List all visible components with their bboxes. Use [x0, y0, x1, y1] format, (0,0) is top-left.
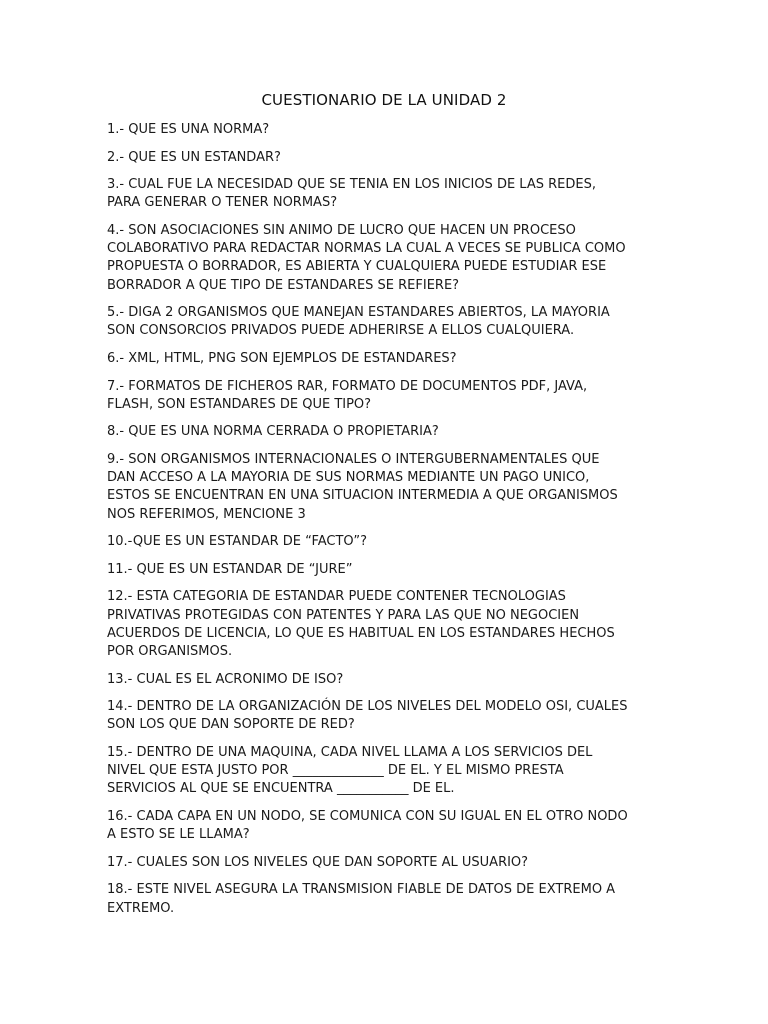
question-item: 15.- DENTRO DE UNA MAQUINA, CADA NIVEL LLAMA A LOS SERVICIOS DEL NIVEL QUE ESTA JUSTO POR ______________ DE EL. Y EL MISMO PRESTA SERVICIOS AL QUE SE ENCUENTRA ___________ DE EL. — [107, 744, 593, 797]
question-item: 2.- QUE ES UN ESTANDAR? — [107, 149, 281, 165]
question-item: 4.- SON ASOCIACIONES SIN ANIMO DE LUCRO QUE HACEN UN PROCESO COLABORATIVO PARA REDACTAR NORMAS LA CUAL A VECES SE PUBLICA COMO PROPUESTA O BORRADOR, ES ABIERTA Y CUALQUIERA PUEDE ESTUDIAR ESE BORRADOR A QUE TIPO DE ESTANDARES SE REFIERE? — [107, 222, 626, 293]
question-item: 18.- ESTE NIVEL ASEGURA LA TRANSMISION FIABLE DE DATOS DE EXTREMO A EXTREMO. — [107, 882, 616, 916]
question-item: 7.- FORMATOS DE FICHEROS RAR, FORMATO DE DOCUMENTOS PDF, JAVA, FLASH, SON ESTANDARES DE QUE TIPO? — [107, 378, 588, 412]
question-item: 16.- CADA CAPA EN UN NODO, SE COMUNICA CON SU IGUAL EN EL OTRO NODO A ESTO SE LE LLAMA? — [107, 808, 628, 843]
question-item: 9.- SON ORGANISMOS INTERNACIONALES O INTERGUBERNAMENTALES QUE DAN ACCESO A LA MAYORIA DE SUS NORMAS MEDIANTE UN PAGO UNICO, ESTOS SE ENCUENTRAN EN UNA SITUACION INTERMEDIA A QUE ORGANISMOS NOS REFERIMOS, MENCIONE 3 — [107, 451, 618, 522]
question-item: 6.- XML, HTML, PNG SON EJEMPLOS DE ESTANDARES? — [107, 350, 457, 366]
question-item: 8.- QUE ES UNA NORMA CERRADA O PROPIETARIA? — [107, 424, 439, 440]
question-item: 5.- DIGA 2 ORGANISMOS QUE MANEJAN ESTANDARES ABIERTOS, LA MAYORIA SON CONSORCIOS PRIVADOS PUEDE ADHERIRSE A ELLOS CUALQUIERA. — [107, 305, 610, 339]
question-list — [107, 121, 667, 927]
page-title: CUESTIONARIO DE LA UNIDAD 2 — [261, 91, 507, 109]
question-item: 13.- CUAL ES EL ACRONIMO DE ISO? — [107, 671, 344, 687]
question-item: 12.- ESTA CATEGORIA DE ESTANDAR PUEDE CONTENER TECNOLOGIAS PRIVATIVAS PROTEGIDAS CON PATENTES Y PARA LAS QUE NO NEGOCIEN ACUERDOS DE LICENCIA, LO QUE ES HABITUAL EN LOS ESTANDARES HECHOS POR ORGANISMOS. — [107, 589, 615, 659]
question-item: 3.- CUAL FUE LA NECESIDAD QUE SE TENIA EN LOS INICIOS DE LAS REDES, PARA GENERAR O TENER NORMAS? — [107, 177, 596, 211]
question-item: 14.- DENTRO DE LA ORGANIZACIÓN DE LOS NIVELES DEL MODELO OSI, CUALES SON LOS QUE DAN SOPORTE DE RED? — [107, 699, 628, 733]
question-item: 11.- QUE ES UN ESTANDAR DE “JURE” — [107, 561, 353, 577]
question-item: 10.-QUE ES UN ESTANDAR DE “FACTO”? — [107, 534, 368, 550]
question-item: 17.- CUALES SON LOS NIVELES QUE DAN SOPORTE AL USUARIO? — [107, 854, 529, 870]
question-item: 1.- QUE ES UNA NORMA? — [107, 122, 270, 137]
